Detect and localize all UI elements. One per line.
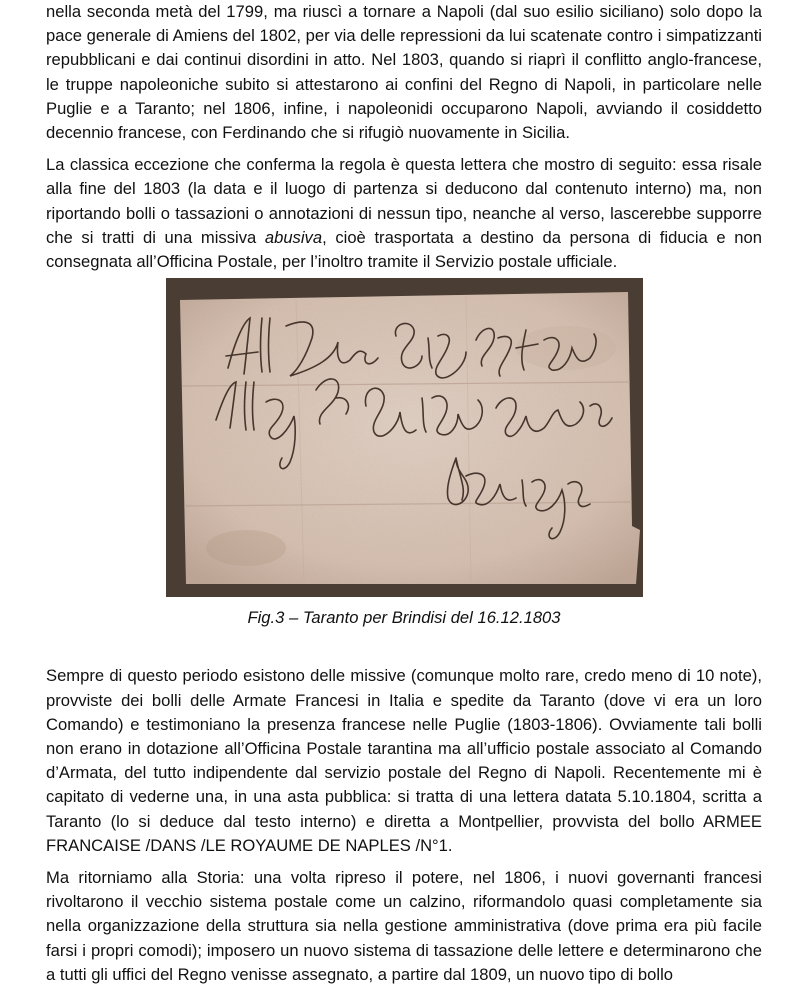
paragraph-1: nella seconda metà del 1799, ma riuscì a tornare a Napoli (dal suo esilio siciliano) solo dopo la pace generale di Amiens del 1802, per via delle repressioni da lui scatenate contro i simpatizzanti repubblicani e dai continui disordini in atto. Nel 1803, quando si riaprì il conflitto anglo-francese, le truppe napoleoniche subito si attestarono ai confini del Regno di Napoli, in particolare nelle Puglie e a Taranto; nel 1806, infine, i napoleonidi occuparono Napoli, avviando il cosiddetto decennio francese, con Ferdinando che si rifugiò nuovamente in Sicilia. (46, 2, 762, 143)
letter-photo (166, 278, 643, 597)
paragraph-3: Sempre di questo periodo esistono delle missive (comunque molto rare, credo meno di 10 note), provviste dei bolli delle Armate Francesi in Italia e spedite da Taranto (dove vi era un loro Comando) e testimoniano la presenza francese nelle Puglie (1803-1806). Ovviamente tali bolli non erano in dotazione all’Officina Postale tarantina ma all’ufficio postale associato al Comando d’Armata, del tutto indipendente dal servizio postale del Regno di Napoli. Recentemente mi è capitato di vederne una, in una asta pubblica: si tratta di una lettera datata 5.10.1804, scritta a Taranto (lo si deduce dal testo interno) e diretta a Montpellier, provvista del bollo ARMEE FRANCAISE /DANS /LE ROYAUME DE NAPLES /N°1. (46, 666, 762, 855)
paragraph-2-text-b: , cioè trasportata a destino da persona di fiducia e non consegnata all’Officina Postale, per l’inoltro tramite il Servizio postale ufficiale. (46, 227, 762, 272)
paragraph-2-text-a: La classica eccezione che conferma la regola è questa lettera che mostro di seguito: essa risale alla fine del 1803 (la data e il luogo di partenza si deducono dal contenuto interno) ma, non riportando bolli o tassazioni o annotazioni di nessun tipo, neanche al verso, lascerebbe supporre che si tratti di una missiva (46, 155, 762, 247)
letter-cover-image (166, 278, 643, 597)
paragraph-2-emphasis: abusiva (264, 227, 323, 247)
figure-caption: Fig.3 – Taranto per Brindisi del 16.12.1803 (247, 608, 561, 628)
paragraph-4: Ma ritorniamo alla Storia: una volta ripreso il potere, nel 1806, i nuovi governanti francesi rivoltarono il vecchio sistema postale come un calzino, riformandolo quasi completamente sia nella organizzazione della struttura sia nella gestione amministrativa (dove prima era più facile farsi i propri comodi); imposero un nuovo sistema di tassazione delle lettere e determinarono che a tutti gli uffici del Regno venisse assegnato, a partire dal 1809, un nuovo tipo di bollo (46, 868, 762, 984)
paragraph-2 (46, 153, 762, 274)
document-page (46, 0, 762, 987)
figure-block (46, 274, 762, 606)
